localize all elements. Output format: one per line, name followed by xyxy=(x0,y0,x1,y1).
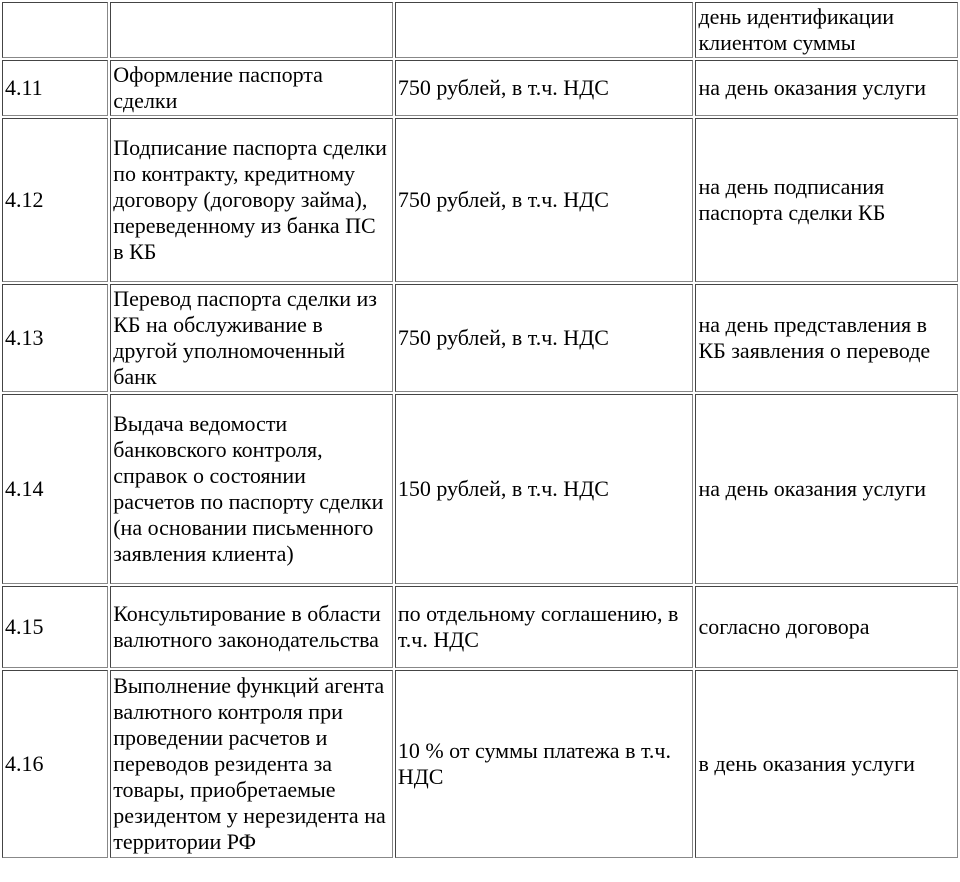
service-cell xyxy=(110,2,393,58)
item-number: 4.14 xyxy=(5,476,44,501)
service-cell xyxy=(110,586,393,668)
price: 150 рублей, в т.ч. НДС xyxy=(397,476,609,501)
price-cell xyxy=(395,670,694,858)
payment-term: согласно договора xyxy=(698,614,870,639)
table-row xyxy=(2,284,958,392)
payment-term: на день оказания услуги xyxy=(698,75,927,100)
table-row xyxy=(2,118,958,282)
item-number-cell xyxy=(2,670,108,858)
price-cell xyxy=(395,60,694,116)
term-cell xyxy=(695,60,958,116)
item-number: 4.13 xyxy=(5,325,44,350)
service-cell xyxy=(110,284,393,392)
item-number-cell xyxy=(2,2,108,58)
item-number-cell xyxy=(2,118,108,282)
price: 750 рублей, в т.ч. НДС xyxy=(397,325,609,350)
item-number: 4.12 xyxy=(5,187,44,212)
payment-term: на день представления в КБ заявления о переводе xyxy=(698,312,931,363)
item-number-cell xyxy=(2,60,108,116)
service-cell xyxy=(110,394,393,584)
table-row xyxy=(2,394,958,584)
service-description: Оформление паспорта сделки xyxy=(113,62,323,113)
service-cell xyxy=(110,670,393,858)
price-cell xyxy=(395,2,694,58)
payment-term: день идентификации клиентом суммы xyxy=(698,4,895,55)
payment-term: на день оказания услуги xyxy=(698,476,927,501)
service-description: Выдача ведомости банковского контроля, справок о состоянии расчетов по паспорту сделки (на основании письменного заявления клиента) xyxy=(113,411,384,566)
price-cell xyxy=(395,394,694,584)
service-description: Консультирование в области валютного законодательства xyxy=(113,601,381,652)
item-number: 4.16 xyxy=(5,751,44,776)
service-description: Перевод паспорта сделки из КБ на обслуживание в другой уполномоченный банк xyxy=(113,286,377,389)
price: 10 % от суммы платежа в т.ч. НДС xyxy=(397,738,671,789)
payment-term: в день оказания услуги xyxy=(698,751,915,776)
price: 750 рублей, в т.ч. НДС xyxy=(397,187,609,212)
table-row xyxy=(2,60,958,116)
price: по отдельному соглашению, в т.ч. НДС xyxy=(397,601,679,652)
price: 750 рублей, в т.ч. НДС xyxy=(397,75,609,100)
service-description: Выполнение функций агента валютного контроля при проведении расчетов и переводов резидента за товары, приобретаемые резидентом у нерезидента на территории РФ xyxy=(113,673,386,854)
term-cell xyxy=(695,118,958,282)
term-cell xyxy=(695,284,958,392)
table-row xyxy=(2,2,958,58)
item-number-cell xyxy=(2,586,108,668)
item-number-cell xyxy=(2,394,108,584)
service-description: Подписание паспорта сделки по контракту, кредитному договору (договору займа), переведенному из банка ПС в КБ xyxy=(113,135,387,264)
service-cell xyxy=(110,60,393,116)
term-cell xyxy=(695,2,958,58)
item-number: 4.15 xyxy=(5,614,44,639)
table-row xyxy=(2,586,958,668)
price-cell xyxy=(395,586,694,668)
item-number-cell xyxy=(2,284,108,392)
service-cell xyxy=(110,118,393,282)
price-cell xyxy=(395,284,694,392)
table-row xyxy=(2,670,958,858)
term-cell xyxy=(695,586,958,668)
price-cell xyxy=(395,118,694,282)
term-cell xyxy=(695,394,958,584)
payment-term: на день подписания паспорта сделки КБ xyxy=(698,174,886,225)
term-cell xyxy=(695,670,958,858)
item-number: 4.11 xyxy=(5,75,43,100)
